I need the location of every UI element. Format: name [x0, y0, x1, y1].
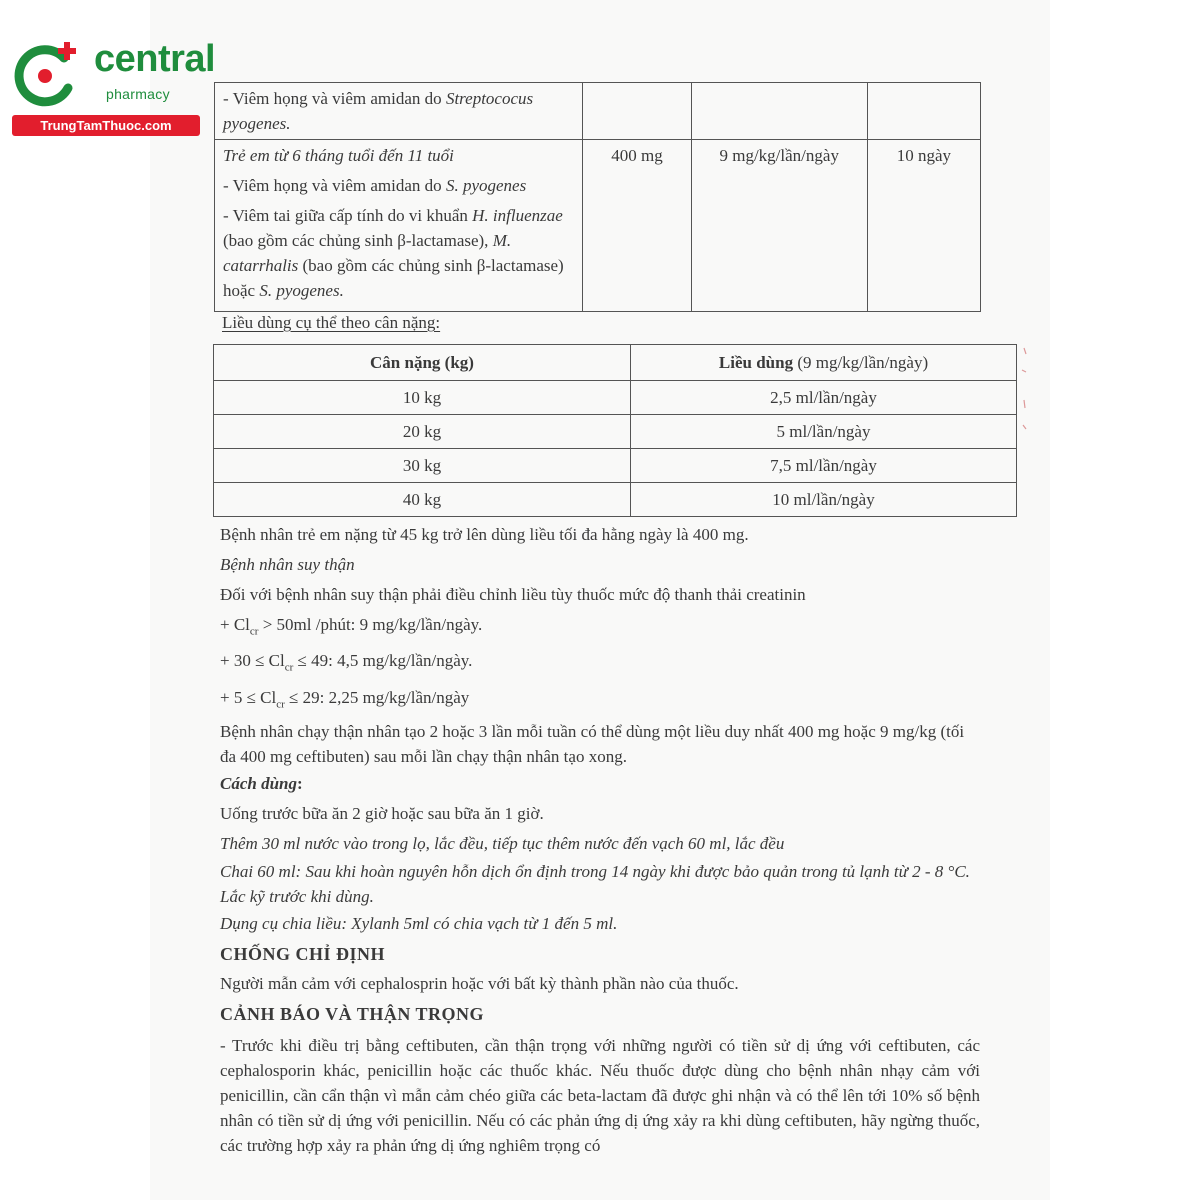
- table-row: [215, 83, 981, 140]
- dose-cell: 400 mg: [583, 140, 691, 312]
- paragraph: Bệnh nhân chạy thận nhân tạo 2 hoặc 3 lần mỗi tuần có thể dùng một liều duy nhất 400 mg hoặc 9 mg/kg (tối đa 400 mg ceftibuten) sau mỗi lần chạy thận nhân tạo xong.: [220, 722, 965, 767]
- dose-per-kg-cell: 9 mg/kg/lần/ngày: [691, 140, 867, 312]
- dose-cell: 7,5 ml/lần/ngày: [631, 449, 1017, 483]
- header-dose-note: (9 mg/kg/lần/ngày): [793, 352, 929, 372]
- indication-organism: Streptococus pyogenes.: [223, 89, 534, 133]
- central-pharmacy-logo[interactable]: [8, 36, 218, 136]
- dose-cell: 5 ml/lần/ngày: [631, 415, 1017, 449]
- clearance-line: [220, 646, 980, 682]
- text: + Cl: [220, 615, 250, 634]
- table-row: [214, 449, 1017, 483]
- table-row: [214, 483, 1017, 517]
- table-row: [214, 415, 1017, 449]
- indication-line: [223, 203, 574, 303]
- paragraph: Dụng cụ chia liều: Xylanh 5ml có chia vạch từ 1 đến 5 ml.: [220, 914, 618, 934]
- indication-text: - Viêm họng và viêm amidan do: [223, 176, 446, 195]
- indication-text: - Viêm tai giữa cấp tính do vi khuẩn: [223, 206, 473, 225]
- table-row: [214, 381, 1017, 415]
- dose-cell: 10 ml/lần/ngày: [631, 483, 1017, 517]
- clearance-line: [220, 683, 980, 719]
- indication-organism: S. pyogenes.: [259, 281, 344, 300]
- weight-cell: 30 kg: [214, 449, 631, 483]
- logo-sub-text: pharmacy: [106, 86, 170, 102]
- table-cell: [215, 140, 583, 312]
- colon: :: [297, 774, 303, 794]
- header-weight: Cân nặng (kg): [214, 345, 631, 381]
- patient-group: Trẻ em từ 6 tháng tuổi đến 11 tuổi: [223, 146, 454, 165]
- header-dose-label: Liều dùng: [718, 352, 794, 372]
- dose-cell: 2,5 ml/lần/ngày: [631, 381, 1017, 415]
- table-cell: [867, 83, 980, 140]
- table-cell: [691, 83, 867, 140]
- clearance-line: [220, 610, 980, 646]
- indication-text: - Viêm họng và viêm amidan do: [223, 89, 446, 108]
- paragraph: - Trước khi điều trị bằng ceftibuten, cần thận trọng với những người có tiền sử dị ứng với ceftibuten, các cephalosporin khác, penicillin hoặc các thuốc khác. Nếu thuốc được dùng cho bệnh nhân nhạy cảm với penicillin, cần cẩn thận vì mẫn cảm chéo giữa các beta-lactam đã được ghi nhận và có thể lên tới 10% số bệnh nhân có tiền sử dị ứng với penicillin. Nếu có các phản ứng dị ứng xảy ra khi dùng ceftibuten, hãy ngừng thuốc, các trường hợp xảy ra phản ứng dị ứng nghiêm trọng có: [220, 1036, 980, 1156]
- text: + 30 ≤ Cl: [220, 651, 285, 671]
- logo-brand-text: central: [94, 38, 216, 80]
- document-body: [220, 520, 980, 1158]
- table-row: [215, 140, 981, 312]
- duration-cell: 10 ngày: [867, 140, 980, 312]
- text: > 50ml /phút: 9 mg/kg/lần/ngày.: [258, 615, 483, 634]
- weight-cell: 40 kg: [214, 483, 631, 517]
- table-cell: [583, 83, 691, 140]
- text: ≤ 29: 2,25 mg/kg/lần/ngày: [284, 687, 470, 707]
- paragraph: Đối với bệnh nhân suy thận phải điều chỉnh liều tùy thuốc mức độ thanh thải creatinin: [220, 585, 806, 604]
- table-cell: [215, 83, 583, 140]
- weight-dose-table: [213, 344, 1017, 517]
- indication-line: [223, 173, 574, 198]
- logo-site-banner: TrungTamThuoc.com: [12, 115, 200, 136]
- weight-cell: 20 kg: [214, 415, 631, 449]
- usage-heading: [220, 769, 980, 799]
- paragraph: Uống trước bữa ăn 2 giờ hoặc sau bữa ăn 1 giờ.: [220, 804, 544, 824]
- weight-cell: 10 kg: [214, 381, 631, 415]
- paragraph: Bệnh nhân trẻ em nặng từ 45 kg trở lên dùng liều tối đa hằng ngày là 400 mg.: [220, 525, 749, 544]
- indication-organism: H. influenzae: [472, 206, 563, 225]
- indication-organism: M. catarrhalis: [223, 231, 512, 275]
- weight-dose-heading: Liều dùng cụ thể theo cân nặng:: [222, 313, 441, 332]
- margin-stamp-marks: [1018, 340, 1032, 450]
- paragraph: Người mẫn cảm với cephalosprin hoặc với bất kỳ thành phần nào của thuốc.: [220, 974, 739, 994]
- section-heading: CẢNH BÁO VÀ THẬN TRỌNG: [220, 1004, 485, 1025]
- subscript: cr: [276, 698, 285, 711]
- subscript: cr: [249, 625, 259, 638]
- subheading: Bệnh nhân suy thận: [220, 555, 355, 574]
- indication-organism: S. pyogenes: [445, 176, 527, 195]
- subscript: cr: [284, 661, 294, 674]
- table-header-row: [214, 345, 1017, 381]
- indication-text: (bao gồm các chủng sinh β-lactamase) hoặc: [223, 256, 564, 300]
- text: ≤ 49: 4,5 mg/kg/lần/ngày.: [293, 651, 473, 671]
- dosage-table: [214, 82, 981, 312]
- paragraph: Thêm 30 ml nước vào trong lọ, lắc đều, tiếp tục thêm nước đến vạch 60 ml, lắc đều: [220, 834, 785, 854]
- header-dose: [631, 345, 1017, 381]
- section-heading: CHỐNG CHỈ ĐỊNH: [220, 944, 386, 965]
- text: + 5 ≤ Cl: [220, 687, 277, 707]
- usage-heading-text: Cách dùng: [220, 774, 297, 794]
- indication-text: (bao gồm các chủng sinh β-lactamase),: [223, 231, 493, 250]
- pharmacy-cross-icon: [12, 38, 84, 110]
- paragraph: Chai 60 ml: Sau khi hoàn nguyên hỗn dịch ổn định trong 14 ngày khi được bảo quản trong tủ lạnh từ 2 - 8 °C. Lắc kỹ trước khi dùng.: [220, 862, 970, 907]
